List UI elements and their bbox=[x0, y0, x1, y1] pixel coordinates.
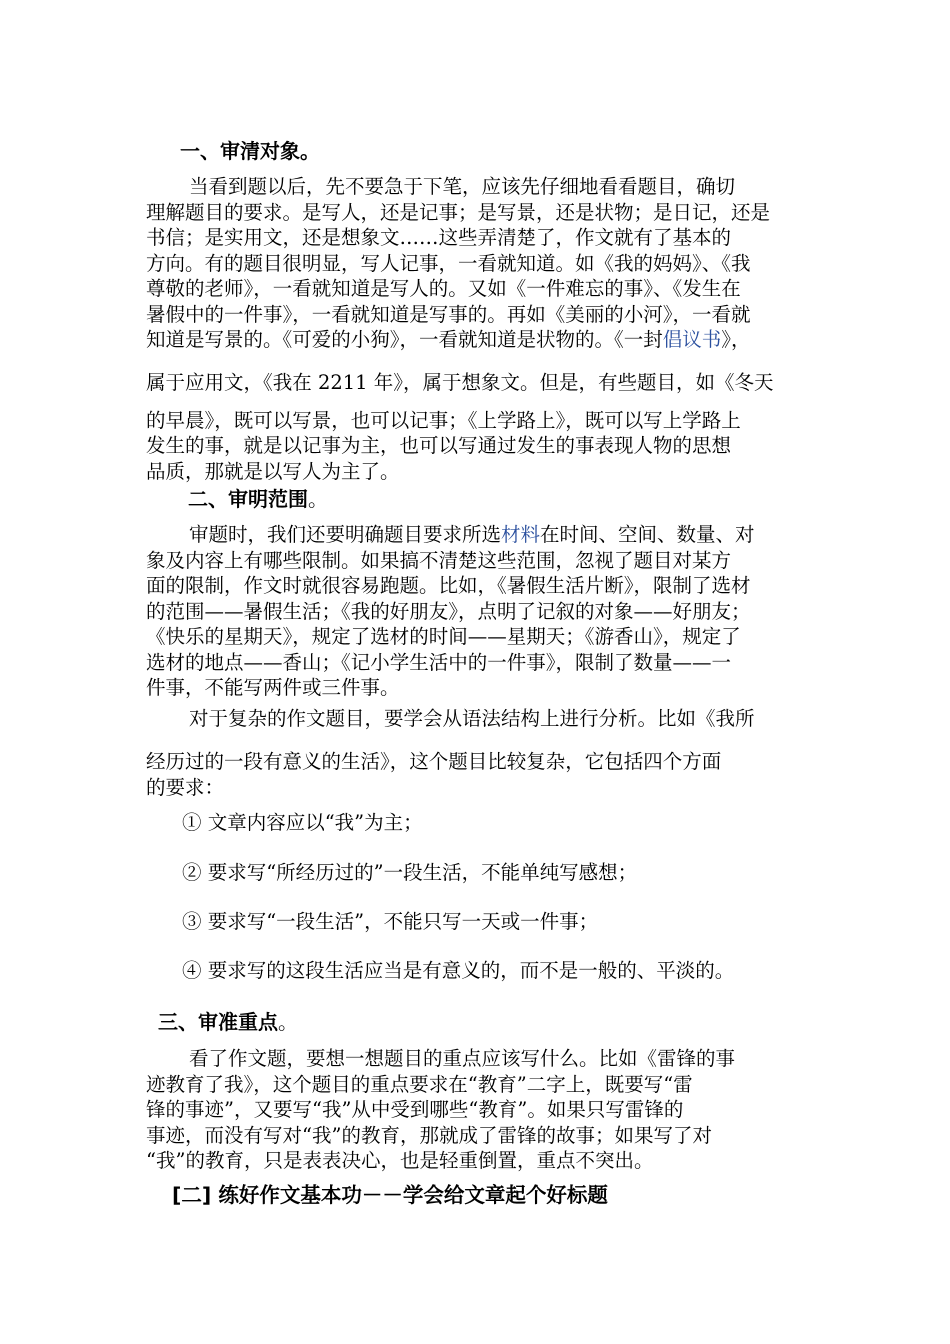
requirement-item-2: ② 要求写“所经历过的”一段生活，不能单纯写感想； bbox=[182, 861, 638, 884]
line-text: 知道是写景的。《可爱的小狗》，一看就知道是状物的。《一封 bbox=[146, 328, 663, 351]
paragraph-line: 迹教育了我》，这个题目的重点要求在“教育”二字上，既要写“雷 bbox=[146, 1072, 693, 1096]
line-text: 在时间、空间、数量、对 bbox=[540, 523, 755, 546]
paragraph-line: 的范围——暑假生活；《我的好朋友》，点明了记叙的对象——好朋友； bbox=[146, 599, 751, 623]
requirement-item-1: ① 文章内容应以“我”为主； bbox=[182, 811, 423, 834]
paragraph-line: 品质，那就是以写人为主了。 bbox=[146, 459, 400, 483]
paragraph-line: 象及内容上有哪些限制。如果搞不清楚这些范围，忽视了题目对某方 bbox=[146, 548, 732, 572]
paragraph-line bbox=[146, 522, 816, 548]
heading-text: 一、审清对象。 bbox=[180, 139, 320, 163]
heading-shen-ming-fan-wei bbox=[188, 486, 328, 512]
paragraph-line: 对于复杂的作文题目，要学会从语法结构上进行分析。比如《我所 bbox=[189, 707, 755, 730]
line-text: 审题时，我们还要明确题目要求所选 bbox=[189, 523, 502, 546]
paragraph-line: 的要求： bbox=[146, 775, 225, 799]
paragraph-line: 暑假中的一件事》，一看就知道是写事的。再如《美丽的小河》，一看就 bbox=[146, 302, 751, 326]
heading-text: [二] 练好作文基本功－－学会给文章起个好标题 bbox=[172, 1183, 608, 1207]
paragraph-line: 选材的地点——香山；《记小学生活中的一件事》，限制了数量——一 bbox=[146, 650, 732, 674]
paragraph-line: 面的限制，作文时就很容易跑题。比如，《暑假生活片断》，限制了选材 bbox=[146, 574, 751, 597]
paragraph-line: 尊敬的老师》，一看就知道是写人的。又如《一件难忘的事》、《发生在 bbox=[146, 277, 741, 300]
paragraph-line: 看了作文题，要想一想题目的重点应该写什么。比如《雷锋的事 bbox=[189, 1047, 736, 1070]
requirement-item-3: ③ 要求写“一段生活”，不能只写一天或一件事； bbox=[182, 910, 599, 933]
paragraph-line: “我”的教育，只是表表决心，也是轻重倒置，重点不突出。 bbox=[146, 1149, 654, 1172]
paragraph-line: 方向。有的题目很明显，写人记事，一看就知道。如《我的妈妈》、《我 bbox=[146, 251, 751, 275]
heading-text: 三、审准重点 bbox=[158, 1010, 278, 1034]
heading-punct: 。 bbox=[278, 1010, 298, 1034]
paragraph-shen-zhun bbox=[146, 1046, 816, 1174]
heading-lian-hao-zuo-wen bbox=[172, 1182, 608, 1208]
heading-shen-zhun-zhong-dian bbox=[158, 1009, 298, 1035]
paragraph-line: 当看到题以后，先不要急于下笔，应该先仔细地看看题目，确切 bbox=[189, 175, 736, 198]
paragraph-line: 理解题目的要求。是写人，还是记事；是写景，还是状物；是日记，还是 bbox=[146, 200, 771, 224]
link-cai-liao[interactable]: 材料 bbox=[501, 523, 541, 546]
paragraph-line: 属于应用文，《我在 2211 年》，属于想象文。但是，有些题目，如《冬天 bbox=[146, 370, 774, 394]
paragraph-line: 经历过的一段有意义的生活》，这个题目比较复杂，它包括四个方面 bbox=[146, 749, 722, 773]
paragraph-shen-qing bbox=[146, 174, 816, 484]
heading-punct: 。 bbox=[308, 487, 328, 511]
paragraph-complex-title bbox=[146, 706, 816, 800]
paragraph-line: 书信；是实用文，还是想象文……这些弄清楚了，作文就有了基本的 bbox=[146, 226, 732, 249]
line-text: 》， bbox=[721, 328, 751, 351]
heading-text: 二、审明范围 bbox=[188, 487, 308, 511]
requirement-item-4: ④ 要求写的这段生活应当是有意义的，而不是一般的、平淡的。 bbox=[182, 959, 735, 982]
paragraph-line: 《快乐的星期天》，规定了选材的时间——星期天；《游香山》，规定了 bbox=[146, 625, 741, 648]
paragraph-line: 的早晨》，既可以写景，也可以记事；《上学路上》，既可以写上学路上 bbox=[146, 408, 741, 432]
link-chang-yi-shu[interactable]: 倡议书 bbox=[662, 328, 722, 351]
paragraph-line bbox=[146, 327, 816, 353]
heading-shen-qing-dui-xiang bbox=[180, 138, 320, 164]
paragraph-line: 锋的事迹”，又要写“我”从中受到哪些“教育”。如果只写雷锋的 bbox=[146, 1098, 684, 1121]
paragraph-shen-ming bbox=[146, 522, 816, 701]
paragraph-line: 发生的事，就是以记事为主，也可以写通过发生的事表现人物的思想 bbox=[146, 434, 732, 457]
paragraph-line: 事迹，而没有写对“我”的教育，那就成了雷锋的故事；如果写了对 bbox=[146, 1123, 712, 1147]
paragraph-line: 件事，不能写两件或三件事。 bbox=[146, 676, 400, 699]
